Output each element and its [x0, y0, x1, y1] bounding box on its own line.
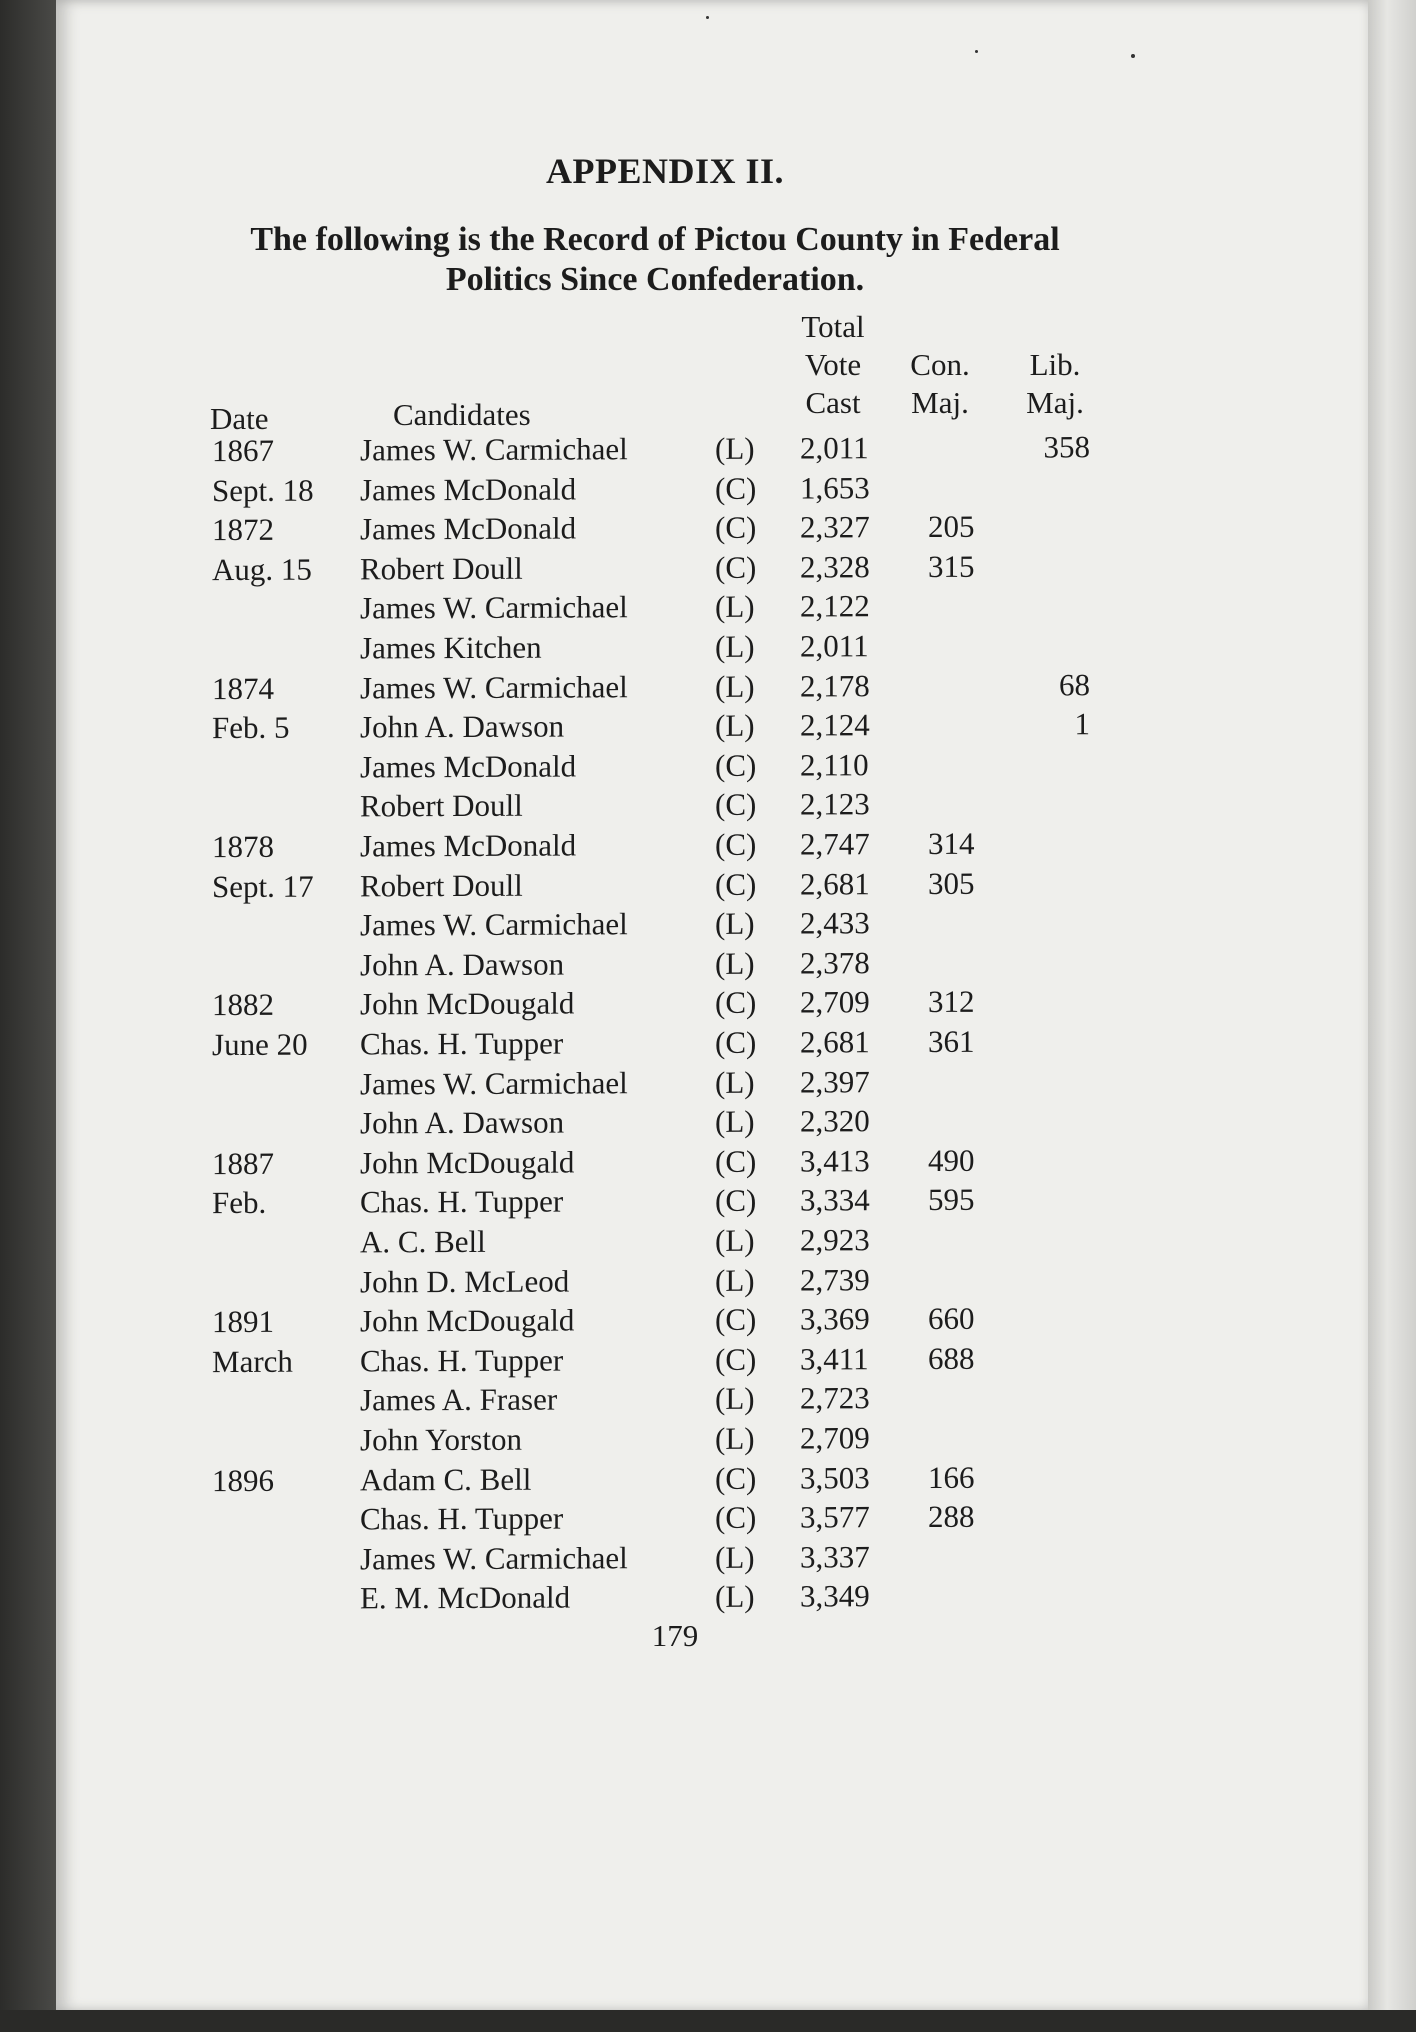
row-con-majority: 490	[928, 1142, 975, 1178]
row-date: March	[212, 1343, 293, 1379]
row-candidate: Robert Doull	[360, 788, 523, 824]
total-vote-column-header	[788, 308, 878, 422]
row-party: (L)	[715, 1381, 755, 1417]
row-lib-majority: 358	[1043, 429, 1090, 465]
table-row	[0, 665, 1100, 710]
table-row	[0, 704, 1100, 749]
dust-speck	[706, 16, 709, 19]
appendix-heading: APPENDIX II.	[545, 151, 784, 191]
row-candidate: John McDougald	[360, 985, 575, 1022]
row-party: (C)	[715, 985, 757, 1021]
row-candidate: James W. Carmichael	[360, 431, 628, 468]
row-lib-majority: 1	[1074, 706, 1090, 742]
row-date: 1896	[212, 1462, 274, 1498]
candidates-column-header: Candidates	[393, 397, 531, 432]
row-date: 1878	[212, 828, 274, 865]
row-party: (L)	[715, 589, 755, 625]
page-number: 179	[651, 1618, 699, 1653]
row-candidate: John A. Dawson	[360, 1104, 565, 1141]
table-row	[0, 1180, 1100, 1225]
table-row	[0, 1140, 1100, 1185]
row-candidate: James A. Fraser	[360, 1381, 558, 1418]
row-party: (L)	[715, 668, 755, 704]
row-date: 1882	[212, 987, 274, 1023]
table-row	[0, 586, 1100, 631]
row-candidate: John A. Dawson	[360, 708, 565, 745]
row-total-vote: 3,503	[800, 1459, 870, 1496]
row-con-majority: 595	[928, 1182, 975, 1218]
row-party: (C)	[715, 1301, 757, 1338]
table-row	[0, 625, 1100, 670]
row-date: 1867	[212, 432, 274, 469]
scan-bottom-edge	[0, 2010, 1416, 2032]
row-party: (C)	[715, 509, 757, 546]
table-row	[0, 823, 1100, 868]
row-total-vote: 2,328	[800, 549, 870, 585]
row-total-vote: 3,369	[800, 1301, 870, 1337]
row-total-vote: 2,327	[800, 509, 870, 545]
page-edge	[1368, 0, 1416, 2032]
row-total-vote: 2,747	[800, 826, 870, 862]
table-row	[0, 427, 1100, 472]
row-con-majority: 205	[928, 508, 975, 545]
row-candidate: James McDonald	[360, 748, 577, 785]
row-total-vote: 2,739	[800, 1261, 870, 1298]
row-party: (L)	[715, 905, 755, 942]
row-candidate: Chas. H. Tupper	[360, 1183, 564, 1220]
row-party: (L)	[715, 707, 755, 744]
row-party: (C)	[715, 1341, 757, 1377]
table-row	[0, 1338, 1100, 1383]
row-date: Aug. 15	[212, 551, 312, 587]
table-row	[0, 1021, 1100, 1066]
row-total-vote: 3,413	[800, 1143, 870, 1179]
lib-majority-column-header	[1010, 346, 1100, 422]
row-date: Feb. 5	[212, 709, 290, 746]
row-party: (C)	[715, 549, 757, 585]
row-con-majority: 305	[928, 865, 975, 901]
header-line: Total	[801, 309, 865, 344]
row-total-vote: 2,178	[800, 667, 870, 704]
row-party: (C)	[715, 747, 757, 783]
header-line: Maj.	[911, 385, 969, 420]
row-total-vote: 3,334	[800, 1182, 870, 1218]
table-row	[0, 1417, 1100, 1462]
dust-speck	[1131, 54, 1135, 58]
table-row	[0, 1100, 1100, 1145]
row-party: (L)	[715, 1222, 755, 1258]
row-total-vote: 2,681	[800, 865, 870, 902]
row-total-vote: 2,122	[800, 588, 870, 624]
row-candidate: Robert Doull	[360, 550, 523, 587]
row-con-majority: 361	[928, 1023, 975, 1059]
row-candidate: James W. Carmichael	[360, 589, 628, 626]
row-party: (L)	[715, 1579, 755, 1615]
row-candidate: James W. Carmichael	[360, 668, 628, 706]
row-con-majority: 688	[928, 1340, 975, 1376]
row-con-majority: 312	[928, 984, 975, 1020]
row-candidate: John A. Dawson	[360, 946, 565, 983]
row-candidate: James Kitchen	[360, 629, 542, 666]
row-total-vote: 2,110	[800, 747, 869, 783]
row-total-vote: 2,397	[800, 1063, 870, 1100]
table-row	[0, 1298, 1100, 1343]
header-line: Lib.	[1029, 347, 1081, 382]
row-candidate: James McDonald	[360, 827, 577, 864]
row-total-vote: 2,123	[800, 786, 870, 822]
row-date: Sept. 18	[212, 472, 314, 508]
row-total-vote: 2,378	[800, 945, 870, 981]
row-candidate: James W. Carmichael	[360, 1064, 628, 1102]
row-party: (L)	[715, 1103, 755, 1140]
row-party: (C)	[715, 787, 757, 823]
header-line: Con.	[910, 347, 970, 382]
row-total-vote: 2,433	[800, 905, 870, 941]
row-party: (L)	[715, 1420, 755, 1456]
row-date: Sept. 17	[212, 868, 314, 904]
row-party: (L)	[715, 1539, 755, 1575]
row-party: (L)	[715, 1262, 755, 1298]
row-candidate: Chas. H. Tupper	[360, 1025, 564, 1062]
table-row	[0, 784, 1100, 829]
row-total-vote: 3,349	[800, 1578, 870, 1614]
row-candidate: Robert Doull	[360, 867, 523, 904]
row-candidate: E. M. McDonald	[360, 1579, 571, 1616]
table-row	[0, 1378, 1100, 1423]
row-total-vote: 3,411	[800, 1341, 869, 1377]
row-candidate: John McDougald	[360, 1302, 575, 1339]
header-line: Vote	[804, 347, 862, 382]
row-total-vote: 1,653	[800, 469, 870, 506]
table-row	[0, 1219, 1100, 1264]
row-candidate: John D. McLeod	[360, 1263, 570, 1300]
row-party: (C)	[715, 1499, 757, 1536]
row-party: (C)	[715, 1024, 757, 1060]
row-con-majority: 660	[928, 1300, 975, 1337]
row-party: (C)	[715, 1143, 757, 1179]
row-con-majority: 166	[928, 1459, 975, 1495]
row-date: 1887	[212, 1145, 274, 1181]
row-party: (C)	[715, 1460, 757, 1496]
header-line: Maj.	[1026, 385, 1084, 420]
table-row	[0, 1576, 1100, 1621]
row-party: (C)	[715, 866, 757, 902]
row-total-vote: 3,337	[800, 1539, 870, 1575]
table-row	[0, 863, 1100, 908]
row-candidate: James W. Carmichael	[360, 906, 628, 943]
row-con-majority: 315	[928, 548, 975, 584]
row-total-vote: 2,923	[800, 1222, 870, 1258]
table-row	[0, 1061, 1100, 1106]
table-row	[0, 902, 1100, 947]
row-total-vote: 2,681	[800, 1024, 870, 1060]
table-row	[0, 1259, 1100, 1304]
row-candidate: James McDonald	[360, 510, 577, 547]
row-candidate: Chas. H. Tupper	[360, 1342, 564, 1379]
row-lib-majority: 68	[1059, 666, 1090, 702]
row-party: (C)	[715, 470, 757, 506]
table-row	[0, 1536, 1100, 1581]
row-date: 1891	[212, 1303, 274, 1340]
row-con-majority: 288	[928, 1498, 975, 1535]
row-date: Feb.	[212, 1185, 267, 1221]
row-date: 1874	[212, 670, 274, 706]
row-date: June 20	[212, 1026, 308, 1063]
row-total-vote: 2,320	[800, 1103, 870, 1139]
row-total-vote: 2,011	[800, 628, 869, 664]
row-candidate: James McDonald	[360, 471, 577, 508]
intro-heading: The following is the Record of Pictou County in Federal Politics Since Confederation.	[250, 221, 1060, 298]
row-total-vote: 2,723	[800, 1380, 870, 1416]
date-column-header: Date	[210, 401, 269, 436]
table-row	[0, 467, 1100, 512]
row-candidate: John Yorston	[360, 1421, 522, 1458]
row-candidate: John McDougald	[360, 1144, 575, 1181]
row-candidate: James W. Carmichael	[360, 1540, 628, 1577]
row-party: (L)	[715, 430, 755, 466]
con-majority-column-header	[895, 346, 985, 422]
table-row	[0, 546, 1100, 591]
row-total-vote: 3,577	[800, 1499, 870, 1535]
table-row	[0, 982, 1100, 1027]
table-row	[0, 744, 1100, 789]
row-total-vote: 2,709	[800, 1420, 870, 1456]
dust-speck	[975, 50, 978, 53]
row-candidate: A. C. Bell	[360, 1223, 486, 1260]
row-party: (C)	[715, 826, 757, 862]
row-total-vote: 2,124	[800, 707, 870, 743]
row-total-vote: 2,709	[800, 984, 870, 1020]
row-party: (L)	[715, 1064, 755, 1100]
table-row	[0, 1457, 1100, 1502]
row-candidate: Adam C. Bell	[360, 1461, 532, 1498]
row-candidate: Chas. H. Tupper	[360, 1500, 564, 1537]
row-party: (C)	[715, 1183, 757, 1219]
row-date: 1872	[212, 511, 274, 548]
row-party: (L)	[715, 628, 755, 664]
row-party: (L)	[715, 945, 755, 981]
row-con-majority: 314	[928, 825, 975, 861]
row-total-vote: 2,011	[800, 430, 869, 466]
table-row	[0, 1496, 1100, 1541]
header-line: Cast	[805, 385, 861, 420]
table-row	[0, 506, 1100, 551]
table-row	[0, 942, 1100, 987]
